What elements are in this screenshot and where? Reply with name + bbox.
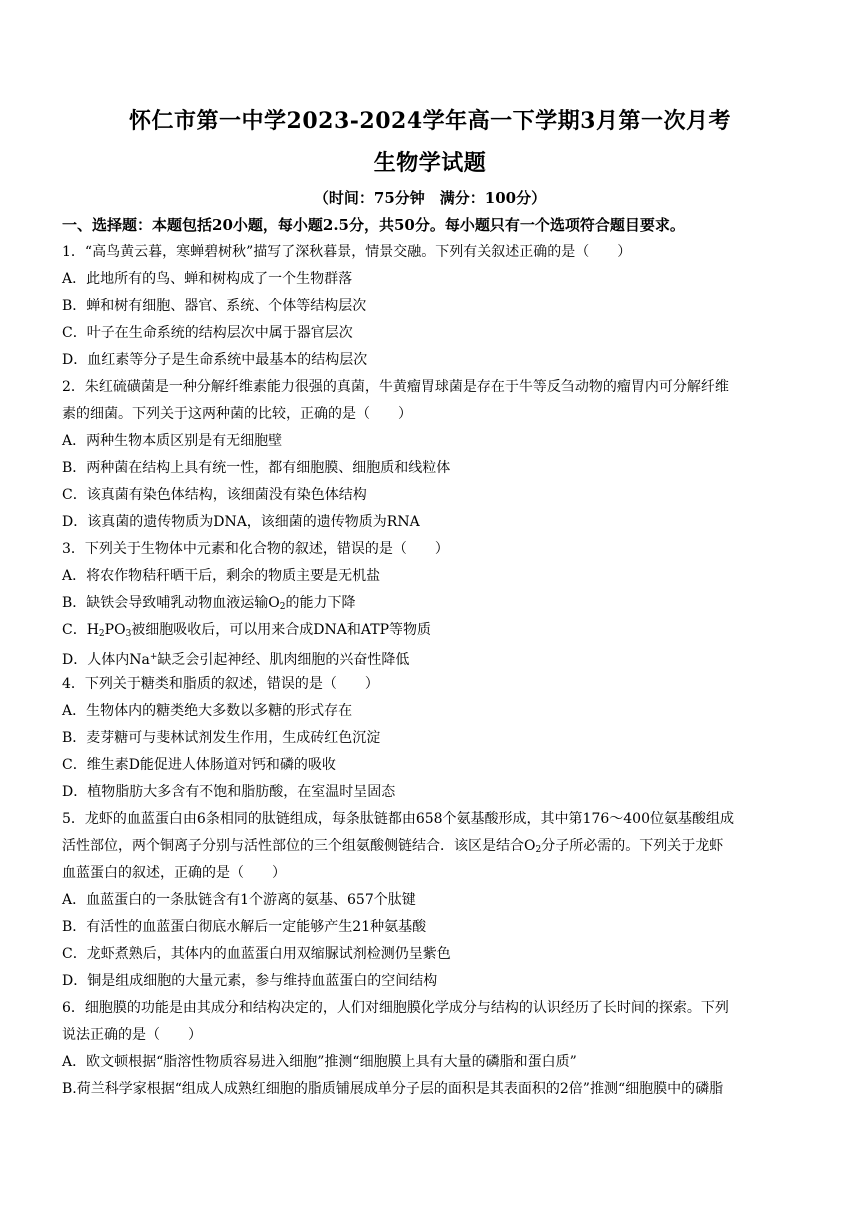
question-4-option-b: B．麦芽糖可与斐林试剂发生作用，生成砖红色沉淀 xyxy=(62,730,381,746)
question-3-option-b: B．缺铁会导致哺乳动物血液运输$O_2$的能力下降 xyxy=(62,595,356,612)
question-5-option-b: B．有活性的血蓝蛋白彻底水解后一定能够产生21种氨基酸 xyxy=(62,919,427,935)
question-2-option-c: C．该真菌有染色体结构，该细菌没有染色体结构 xyxy=(62,487,367,503)
question-3-stem: 3．下列关于生物体中元素和化合物的叙述，错误的是（ ） xyxy=(62,541,449,557)
question-5-option-c: C．龙虾煮熟后，其体内的血蓝蛋白用双缩脲试剂检测仍呈紫色 xyxy=(62,946,451,962)
question-6-stem-line1: 6．细胞膜的功能是由其成分和结构决定的，人们对细胞膜化学成分与结构的认识经历了长时间的探索。下列 xyxy=(62,1000,729,1016)
question-3-option-d: D．人体内Na+缺乏会引起神经、肌肉细胞的兴奋性降低 xyxy=(62,652,410,668)
question-2-option-b: B．两种菌在结构上具有统一性，都有细胞膜、细胞质和线粒体 xyxy=(62,460,451,476)
question-1-option-d: D．血红素等分子是生命系统中最基本的结构层次 xyxy=(62,352,368,368)
question-6-stem-line2: 说法正确的是（ ） xyxy=(62,1027,202,1043)
question-3-option-a: A．将农作物秸秆晒干后，剩余的物质主要是无机盐 xyxy=(62,568,381,584)
section-heading: 一、选择题：本题包括20小题，每小题2.5分，共50分。每小题只有一个选项符合题目要求。 xyxy=(62,216,685,234)
question-6-option-a: A．欧文顿根据“脂溶性物质容易进入细胞”推测“细胞膜上具有大量的磷脂和蛋白质” xyxy=(62,1054,577,1070)
question-4-option-c: C．维生素D能促进人体肠道对钙和磷的吸收 xyxy=(62,757,336,773)
question-2-option-a: A．两种生物本质区别是有无细胞壁 xyxy=(62,433,283,449)
question-4-option-a: A．生物体内的糖类绝大多数以多糖的形式存在 xyxy=(62,703,353,719)
question-2-stem-line1: 2．朱红硫磺菌是一种分解纤维素能力很强的真菌，牛黄瘤胃球菌是存在于牛等反刍动物的瘤胃内可分解纤维 xyxy=(62,379,729,395)
question-5-stem-line1: 5．龙虾的血蓝蛋白由6条相同的肽链组成，每条肽链都由658个氨基酸形成，其中第176～400位氨基酸组成 xyxy=(62,811,734,827)
question-1-option-a: A．此地所有的鸟、蝉和树构成了一个生物群落 xyxy=(62,271,353,287)
question-2-option-d: D．该真菌的遗传物质为DNA，该细菌的遗传物质为RNA xyxy=(62,514,420,530)
question-6-option-b: B.荷兰科学家根据“组成人成熟红细胞的脂质铺展成单分子层的面积是其表面积的2倍”推测“细胞膜中的磷脂 xyxy=(62,1081,724,1097)
question-2-stem-line2: 素的细菌。下列关于这两种菌的比较，正确的是（ ） xyxy=(62,406,412,422)
question-1-option-c: C．叶子在生命系统的结构层次中属于器官层次 xyxy=(62,325,353,341)
question-1-option-b: B．蝉和树有细胞、器官、系统、个体等结构层次 xyxy=(62,298,367,314)
exam-info: （时间：75分钟 满分：100分） xyxy=(313,189,547,207)
question-5-option-d: D．铜是组成细胞的大量元素，参与维持血蓝蛋白的空间结构 xyxy=(62,973,438,989)
question-5-option-a: A．血蓝蛋白的一条肽链含有1个游离的氨基、657个肽键 xyxy=(62,892,416,908)
question-3-option-c: C．$H_2PO_3$被细胞吸收后，可以用来合成DNA和ATP等物质 xyxy=(62,622,431,639)
question-4-stem: 4．下列关于糖类和脂质的叙述，错误的是（ ） xyxy=(62,676,379,692)
question-4-option-d: D．植物脂肪大多含有不饱和脂肪酸，在室温时呈固态 xyxy=(62,784,396,800)
exam-title: 怀仁市第一中学2023-2024学年高一下学期3月第一次月考 xyxy=(129,108,731,134)
subject-title: 生物学试题 xyxy=(373,150,487,176)
question-1-stem: 1．“高鸟黄云暮，寒蝉碧树秋”描写了深秋暮景，情景交融。下列有关叙述正确的是（ ） xyxy=(62,244,632,260)
question-5-stem-line3: 血蓝蛋白的叙述，正确的是（ ） xyxy=(62,865,286,881)
question-5-stem-line2: 活性部位，两个铜离子分别与活性部位的三个组氨酸侧链结合．该区是结合$O_2$分子所必需的。下列关于龙虾 xyxy=(62,838,724,855)
